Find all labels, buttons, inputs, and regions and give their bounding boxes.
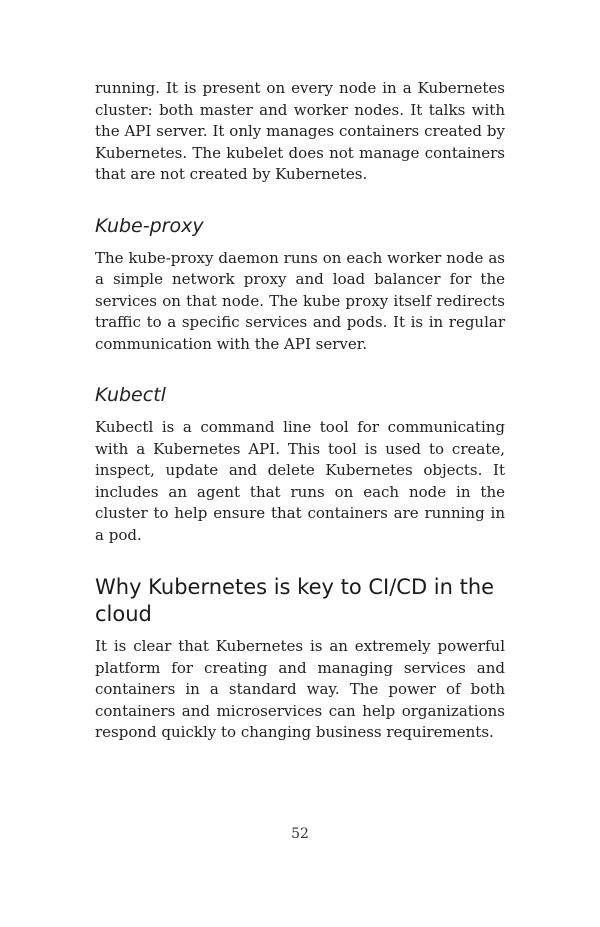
paragraph-why-kubernetes: It is clear that Kubernetes is an extremely powerful platform for creating and managing services and containers in a standard way. The power of both containers and microservices can help organizations respond quickly to changing business requirements. (95, 637, 505, 741)
heading-why-kubernetes: Why Kubernetes is key to CI/CD in the cloud (95, 575, 495, 626)
heading-kube-proxy: Kube-proxy (95, 214, 204, 237)
paragraph-kubelet-continued: running. It is present on every node in a Kubernetes cluster: both master and worker nodes. It talks with the API server. It only manages containers created by Kubernetes. The kubelet does not manage containers that are not created by Kubernetes. (95, 79, 505, 183)
paragraph-kubectl: Kubectl is a command line tool for communicating with a Kubernetes API. This tool is used to create, inspect, update and delete Kubernetes objects. It includes an agent that runs on each node in the cluster to help ensure that containers are running in a pod. (95, 418, 505, 544)
paragraph-kube-proxy: The kube-proxy daemon runs on each worker node as a simple network proxy and load balancer for the services on that node. The kube proxy itself redirects traffic to a specific services and pods. It is in regular communication with the API server. (95, 248, 505, 353)
heading-kubectl: Kubectl (95, 384, 166, 406)
page-number: 52 (291, 826, 309, 842)
page-body (95, 78, 505, 744)
